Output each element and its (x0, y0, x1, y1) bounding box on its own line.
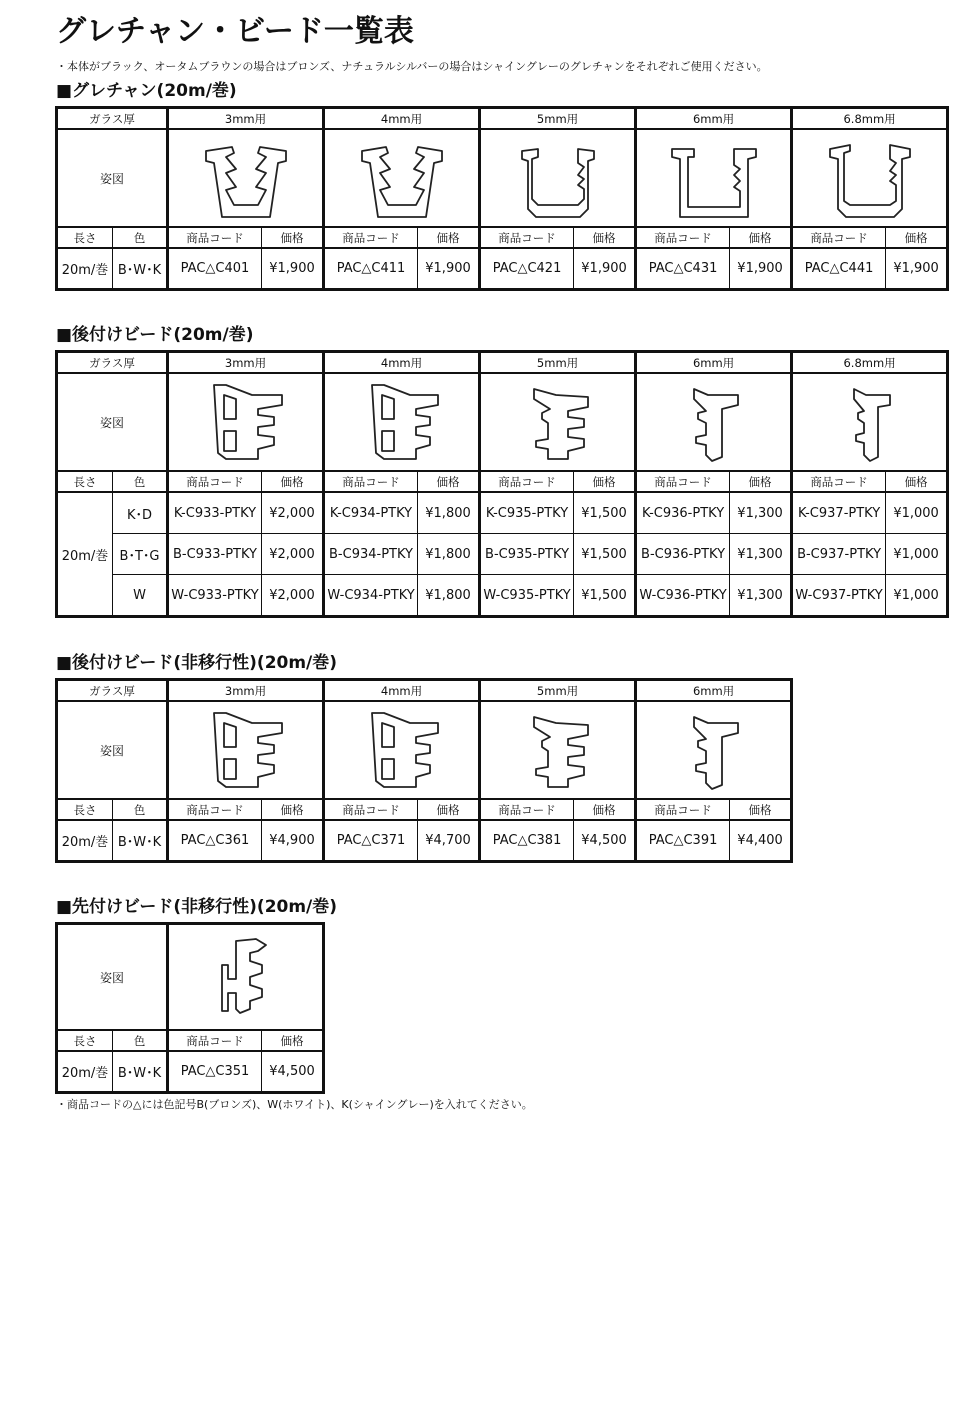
code-header: 商品コード (168, 799, 262, 820)
price-header: 価格 (418, 799, 480, 820)
bead-profile-3mm-icon (196, 379, 296, 465)
product-code: K-C935-PTKY (480, 492, 574, 534)
bead-profile-3mm-icon (196, 707, 296, 793)
code-header: 商品コード (480, 471, 574, 492)
price-value: ¥2,000 (262, 575, 324, 617)
profile-figure (324, 373, 480, 471)
bead-profile-4mm-icon (352, 707, 452, 793)
product-code: PAC△C371 (324, 820, 418, 862)
price-value: ¥1,800 (418, 575, 480, 617)
profile-figure (792, 373, 948, 471)
profile-figure (636, 373, 792, 471)
price-header: 価格 (262, 799, 324, 820)
section-heading-retrofit-bead: ■後付けビード(20m/巻) (56, 325, 254, 345)
profile-figure (636, 129, 792, 227)
usage-note: ・本体がブラック、オータムブラウンの場合はブロンズ、ナチュラルシルバーの場合はシャイングレーのグレチャンをそれぞれご使用ください。 (56, 60, 768, 73)
product-code: W-C933-PTKY (168, 575, 262, 617)
product-code: K-C936-PTKY (636, 492, 730, 534)
size-header: 5mm用 (480, 108, 636, 130)
code-header: 商品コード (324, 799, 418, 820)
price-value: ¥1,500 (574, 534, 636, 575)
bead-profile-5mm-icon (508, 707, 608, 793)
size-header: 5mm用 (480, 680, 636, 702)
product-code: W-C934-PTKY (324, 575, 418, 617)
price-value: ¥1,300 (730, 534, 792, 575)
size-header: 4mm用 (324, 680, 480, 702)
code-header: 商品コード (636, 799, 730, 820)
price-header: 価格 (730, 799, 792, 820)
product-code: B-C937-PTKY (792, 534, 886, 575)
bead-profile-6-8mm-icon (820, 379, 920, 465)
color-value: B･W･K (113, 248, 168, 290)
price-value: ¥1,800 (418, 492, 480, 534)
figure-label: 姿図 (57, 373, 168, 471)
glass-thickness-header: ガラス厚 (57, 680, 168, 702)
price-value: ¥4,900 (262, 820, 324, 862)
price-value: ¥2,000 (262, 534, 324, 575)
price-value: ¥4,500 (574, 820, 636, 862)
profile-figure (480, 373, 636, 471)
price-header: 価格 (886, 227, 948, 248)
price-header: 価格 (730, 471, 792, 492)
glass-thickness-header: ガラス厚 (57, 352, 168, 374)
color-header: 色 (113, 1030, 168, 1051)
length-value: 20m/巻 (57, 1051, 113, 1093)
pre-install-bead-table (55, 922, 325, 1094)
section-heading-retrofit-bead-non-migrating: ■後付けビード(非移行性)(20m/巻) (56, 653, 338, 673)
product-code: PAC△C441 (792, 248, 886, 290)
bead-profile-5mm-icon (508, 379, 608, 465)
price-value: ¥4,400 (730, 820, 792, 862)
product-code: W-C937-PTKY (792, 575, 886, 617)
price-value: ¥4,500 (262, 1051, 324, 1093)
figure-label: 姿図 (57, 701, 168, 799)
size-header: 6mm用 (636, 108, 792, 130)
page-title: グレチャン・ビード一覧表 (56, 14, 414, 49)
product-code: PAC△C351 (168, 1051, 262, 1093)
size-header: 5mm用 (480, 352, 636, 374)
price-value: ¥1,900 (262, 248, 324, 290)
price-value: ¥1,900 (574, 248, 636, 290)
size-header: 4mm用 (324, 352, 480, 374)
price-value: ¥1,900 (730, 248, 792, 290)
price-value: ¥1,300 (730, 492, 792, 534)
product-code: PAC△C411 (324, 248, 418, 290)
size-header: 3mm用 (168, 352, 324, 374)
length-value: 20m/巻 (57, 248, 113, 290)
price-value: ¥1,900 (418, 248, 480, 290)
code-header: 商品コード (168, 1030, 262, 1051)
product-code: PAC△C431 (636, 248, 730, 290)
length-header: 長さ (57, 471, 113, 492)
product-code: K-C933-PTKY (168, 492, 262, 534)
product-code: W-C935-PTKY (480, 575, 574, 617)
price-header: 価格 (262, 471, 324, 492)
price-header: 価格 (262, 1030, 324, 1051)
section-heading-glazing-channel: ■グレチャン(20m/巻) (56, 81, 237, 101)
length-value: 20m/巻 (57, 492, 113, 617)
size-header: 3mm用 (168, 680, 324, 702)
channel-profile-6-8mm-icon (820, 135, 920, 221)
size-header: 6mm用 (636, 352, 792, 374)
price-header: 価格 (730, 227, 792, 248)
product-code: B-C934-PTKY (324, 534, 418, 575)
price-header: 価格 (574, 227, 636, 248)
profile-figure (636, 701, 792, 799)
price-value: ¥1,000 (886, 492, 948, 534)
section-heading-pre-install-bead: ■先付けビード(非移行性)(20m/巻) (56, 897, 338, 917)
color-value: W (113, 575, 168, 617)
size-header: 6.8mm用 (792, 352, 948, 374)
product-code: B-C933-PTKY (168, 534, 262, 575)
length-header: 長さ (57, 799, 113, 820)
code-header: 商品コード (324, 471, 418, 492)
retrofit-bead-non-migrating-table (55, 678, 793, 863)
code-header: 商品コード (168, 471, 262, 492)
color-header: 色 (113, 471, 168, 492)
code-header: 商品コード (168, 227, 262, 248)
price-value: ¥2,000 (262, 492, 324, 534)
price-value: ¥1,500 (574, 575, 636, 617)
price-value: ¥1,000 (886, 534, 948, 575)
figure-label: 姿図 (57, 924, 168, 1031)
price-header: 価格 (574, 471, 636, 492)
product-code: PAC△C361 (168, 820, 262, 862)
color-value: B･T･G (113, 534, 168, 575)
length-header: 長さ (57, 227, 113, 248)
price-header: 価格 (262, 227, 324, 248)
code-header: 商品コード (480, 799, 574, 820)
price-header: 価格 (886, 471, 948, 492)
size-header: 3mm用 (168, 108, 324, 130)
product-code: PAC△C401 (168, 248, 262, 290)
figure-label: 姿図 (57, 129, 168, 227)
profile-figure (324, 701, 480, 799)
retrofit-bead-table (55, 350, 949, 618)
channel-profile-4mm-icon (352, 135, 452, 221)
color-header: 色 (113, 799, 168, 820)
bead-profile-6mm-icon (664, 379, 764, 465)
profile-figure (168, 701, 324, 799)
code-header: 商品コード (792, 471, 886, 492)
code-header: 商品コード (636, 227, 730, 248)
bead-profile-6mm-icon (664, 707, 764, 793)
profile-figure (168, 924, 324, 1031)
price-value: ¥1,000 (886, 575, 948, 617)
price-header: 価格 (574, 799, 636, 820)
glass-thickness-header: ガラス厚 (57, 108, 168, 130)
channel-profile-6mm-icon (664, 135, 764, 221)
size-header: 6mm用 (636, 680, 792, 702)
color-value: B･W･K (113, 820, 168, 862)
color-value: K･D (113, 492, 168, 534)
profile-figure (480, 129, 636, 227)
bead-profile-4mm-icon (352, 379, 452, 465)
channel-profile-5mm-icon (508, 135, 608, 221)
profile-figure (168, 373, 324, 471)
size-header: 4mm用 (324, 108, 480, 130)
product-code: B-C935-PTKY (480, 534, 574, 575)
price-value: ¥1,900 (886, 248, 948, 290)
product-code: PAC△C381 (480, 820, 574, 862)
pre-install-bead-profile-icon (196, 931, 296, 1023)
size-header: 6.8mm用 (792, 108, 948, 130)
product-code: K-C934-PTKY (324, 492, 418, 534)
code-header: 商品コード (324, 227, 418, 248)
length-value: 20m/巻 (57, 820, 113, 862)
length-header: 長さ (57, 1030, 113, 1051)
profile-figure (324, 129, 480, 227)
product-code: K-C937-PTKY (792, 492, 886, 534)
color-value: B･W･K (113, 1051, 168, 1093)
price-header: 価格 (418, 227, 480, 248)
product-code: PAC△C391 (636, 820, 730, 862)
profile-figure (168, 129, 324, 227)
profile-figure (480, 701, 636, 799)
price-value: ¥1,800 (418, 534, 480, 575)
channel-profile-3mm-icon (196, 135, 296, 221)
price-value: ¥4,700 (418, 820, 480, 862)
product-code: PAC△C421 (480, 248, 574, 290)
color-header: 色 (113, 227, 168, 248)
product-code: B-C936-PTKY (636, 534, 730, 575)
price-value: ¥1,500 (574, 492, 636, 534)
profile-figure (792, 129, 948, 227)
price-value: ¥1,300 (730, 575, 792, 617)
product-code: W-C936-PTKY (636, 575, 730, 617)
glazing-channel-table (55, 106, 949, 291)
price-header: 価格 (418, 471, 480, 492)
code-header: 商品コード (480, 227, 574, 248)
footnote: ・商品コードの△には色記号B(ブロンズ)、W(ホワイト)、K(シャイングレー)を入れてください。 (56, 1098, 533, 1111)
code-header: 商品コード (792, 227, 886, 248)
code-header: 商品コード (636, 471, 730, 492)
